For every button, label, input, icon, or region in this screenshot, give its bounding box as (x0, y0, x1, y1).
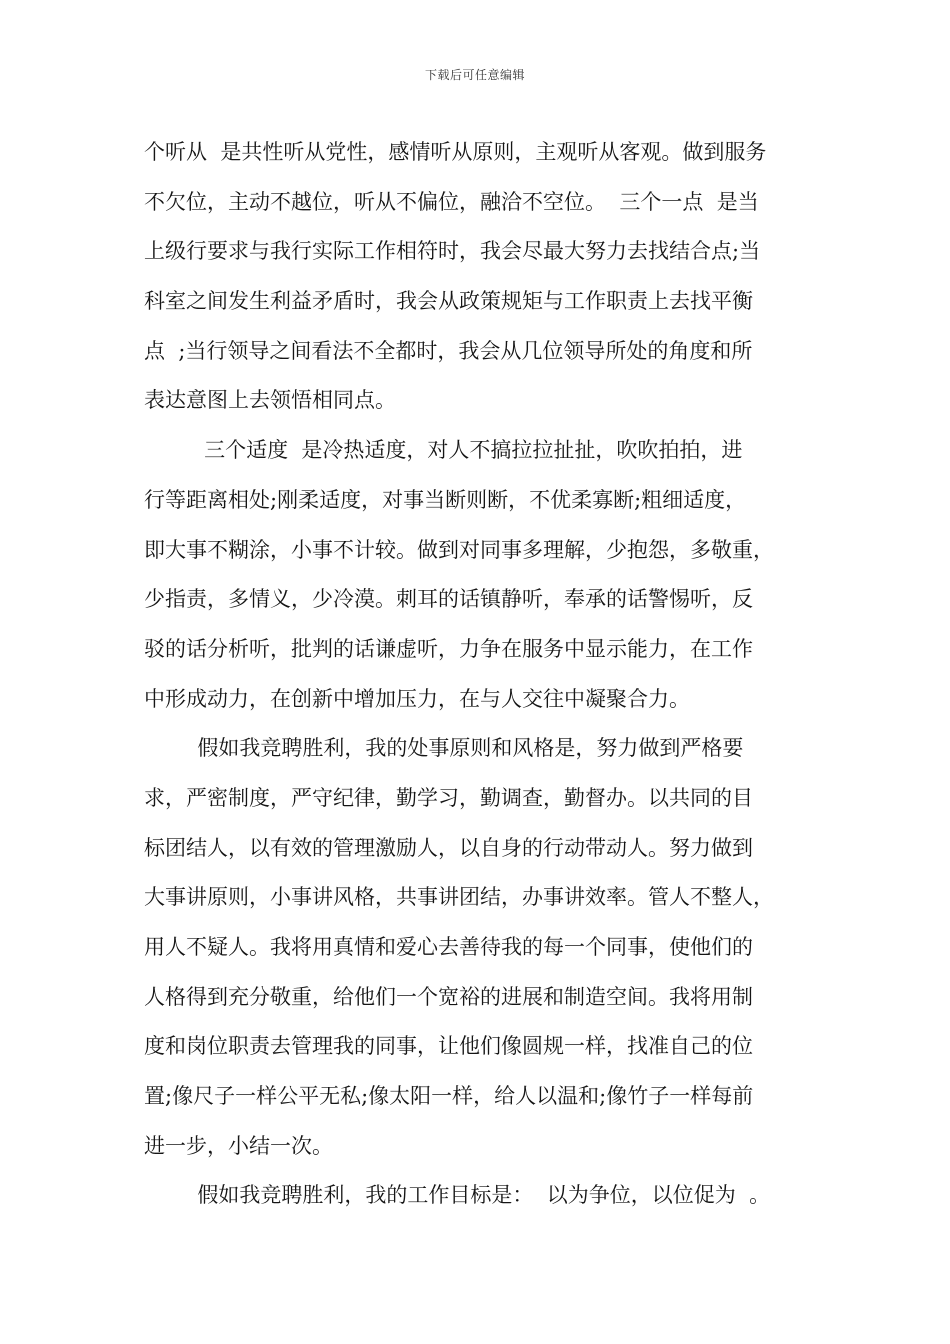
text-line: 即大事不糊涂，小事不计较。做到对同事多理解，少抱怨，多敬重， (144, 537, 774, 562)
text-line: 置;像尺子一样公平无私;像太阳一样，给人以温和;像竹子一样每前 (144, 1084, 754, 1109)
text-line: 少指责，多情义，少冷漠。刺耳的话镇静听，奉承的话警惕听，反 (144, 587, 753, 612)
text-line: 点 ;当行领导之间看法不全都时，我会从几位领导所处的角度和所 (144, 338, 753, 363)
text-line: 表达意图上去领悟相同点。 (144, 388, 396, 413)
page-header: 下载后可任意编辑 (424, 68, 525, 82)
text-line: 人格得到充分敬重，给他们一个宽裕的进展和制造空间。我将用制 (144, 984, 753, 1009)
text-line: 科室之间发生利益矛盾时，我会从政策规矩与工作职责上去找平衡 (144, 289, 753, 314)
text-line: 不欠位，主动不越位，听从不偏位，融洽不空位。 三个一点 是当 (144, 189, 759, 214)
text-line: 进一步，小结一次。 (144, 1133, 333, 1158)
document-body (144, 128, 824, 1221)
text-line: 标团结人，以有效的管理激励人，以自身的行动带动人。努力做到 (144, 835, 753, 860)
text-line: 驳的话分析听，批判的话谦虚听，力争在服务中显示能力，在工作 (144, 636, 753, 661)
text-line: 求，严密制度，严守纪律，勤学习，勤调查，勤督办。以共同的目 (144, 785, 753, 810)
text-line: 个听从 是共性听从党性，感情听从原则，主观听从客观。做到服务 (144, 140, 767, 164)
text-line: 假如我竞聘胜利，我的工作目标是： 以为争位，以位促为 。 (144, 1183, 771, 1208)
text-line: 中形成动力，在创新中增加压力，在与人交往中凝聚合力。 (144, 686, 690, 711)
text-line: 度和岗位职责去管理我的同事，让他们像圆规一样，找准自己的位 (144, 1034, 753, 1059)
text-line: 上级行要求与我行实际工作相符时，我会尽最大努力去找结合点;当 (144, 239, 761, 264)
text-line: 行等距离相处;刚柔适度，对事当断则断，不优柔寡断;粗细适度， (144, 487, 747, 512)
text-line: 三个适度 是冷热适度，对人不搞拉拉扯扯，吹吹拍拍，进 (144, 438, 743, 463)
text-line: 用人不疑人。我将用真情和爱心去善待我的每一个同事，使他们的 (144, 935, 753, 959)
text-line: 大事讲原则，小事讲风格，共事讲团结，办事讲效率。管人不整人， (144, 885, 774, 910)
text-line: 假如我竞聘胜利，我的处事原则和风格是，努力做到严格要 (144, 736, 744, 761)
